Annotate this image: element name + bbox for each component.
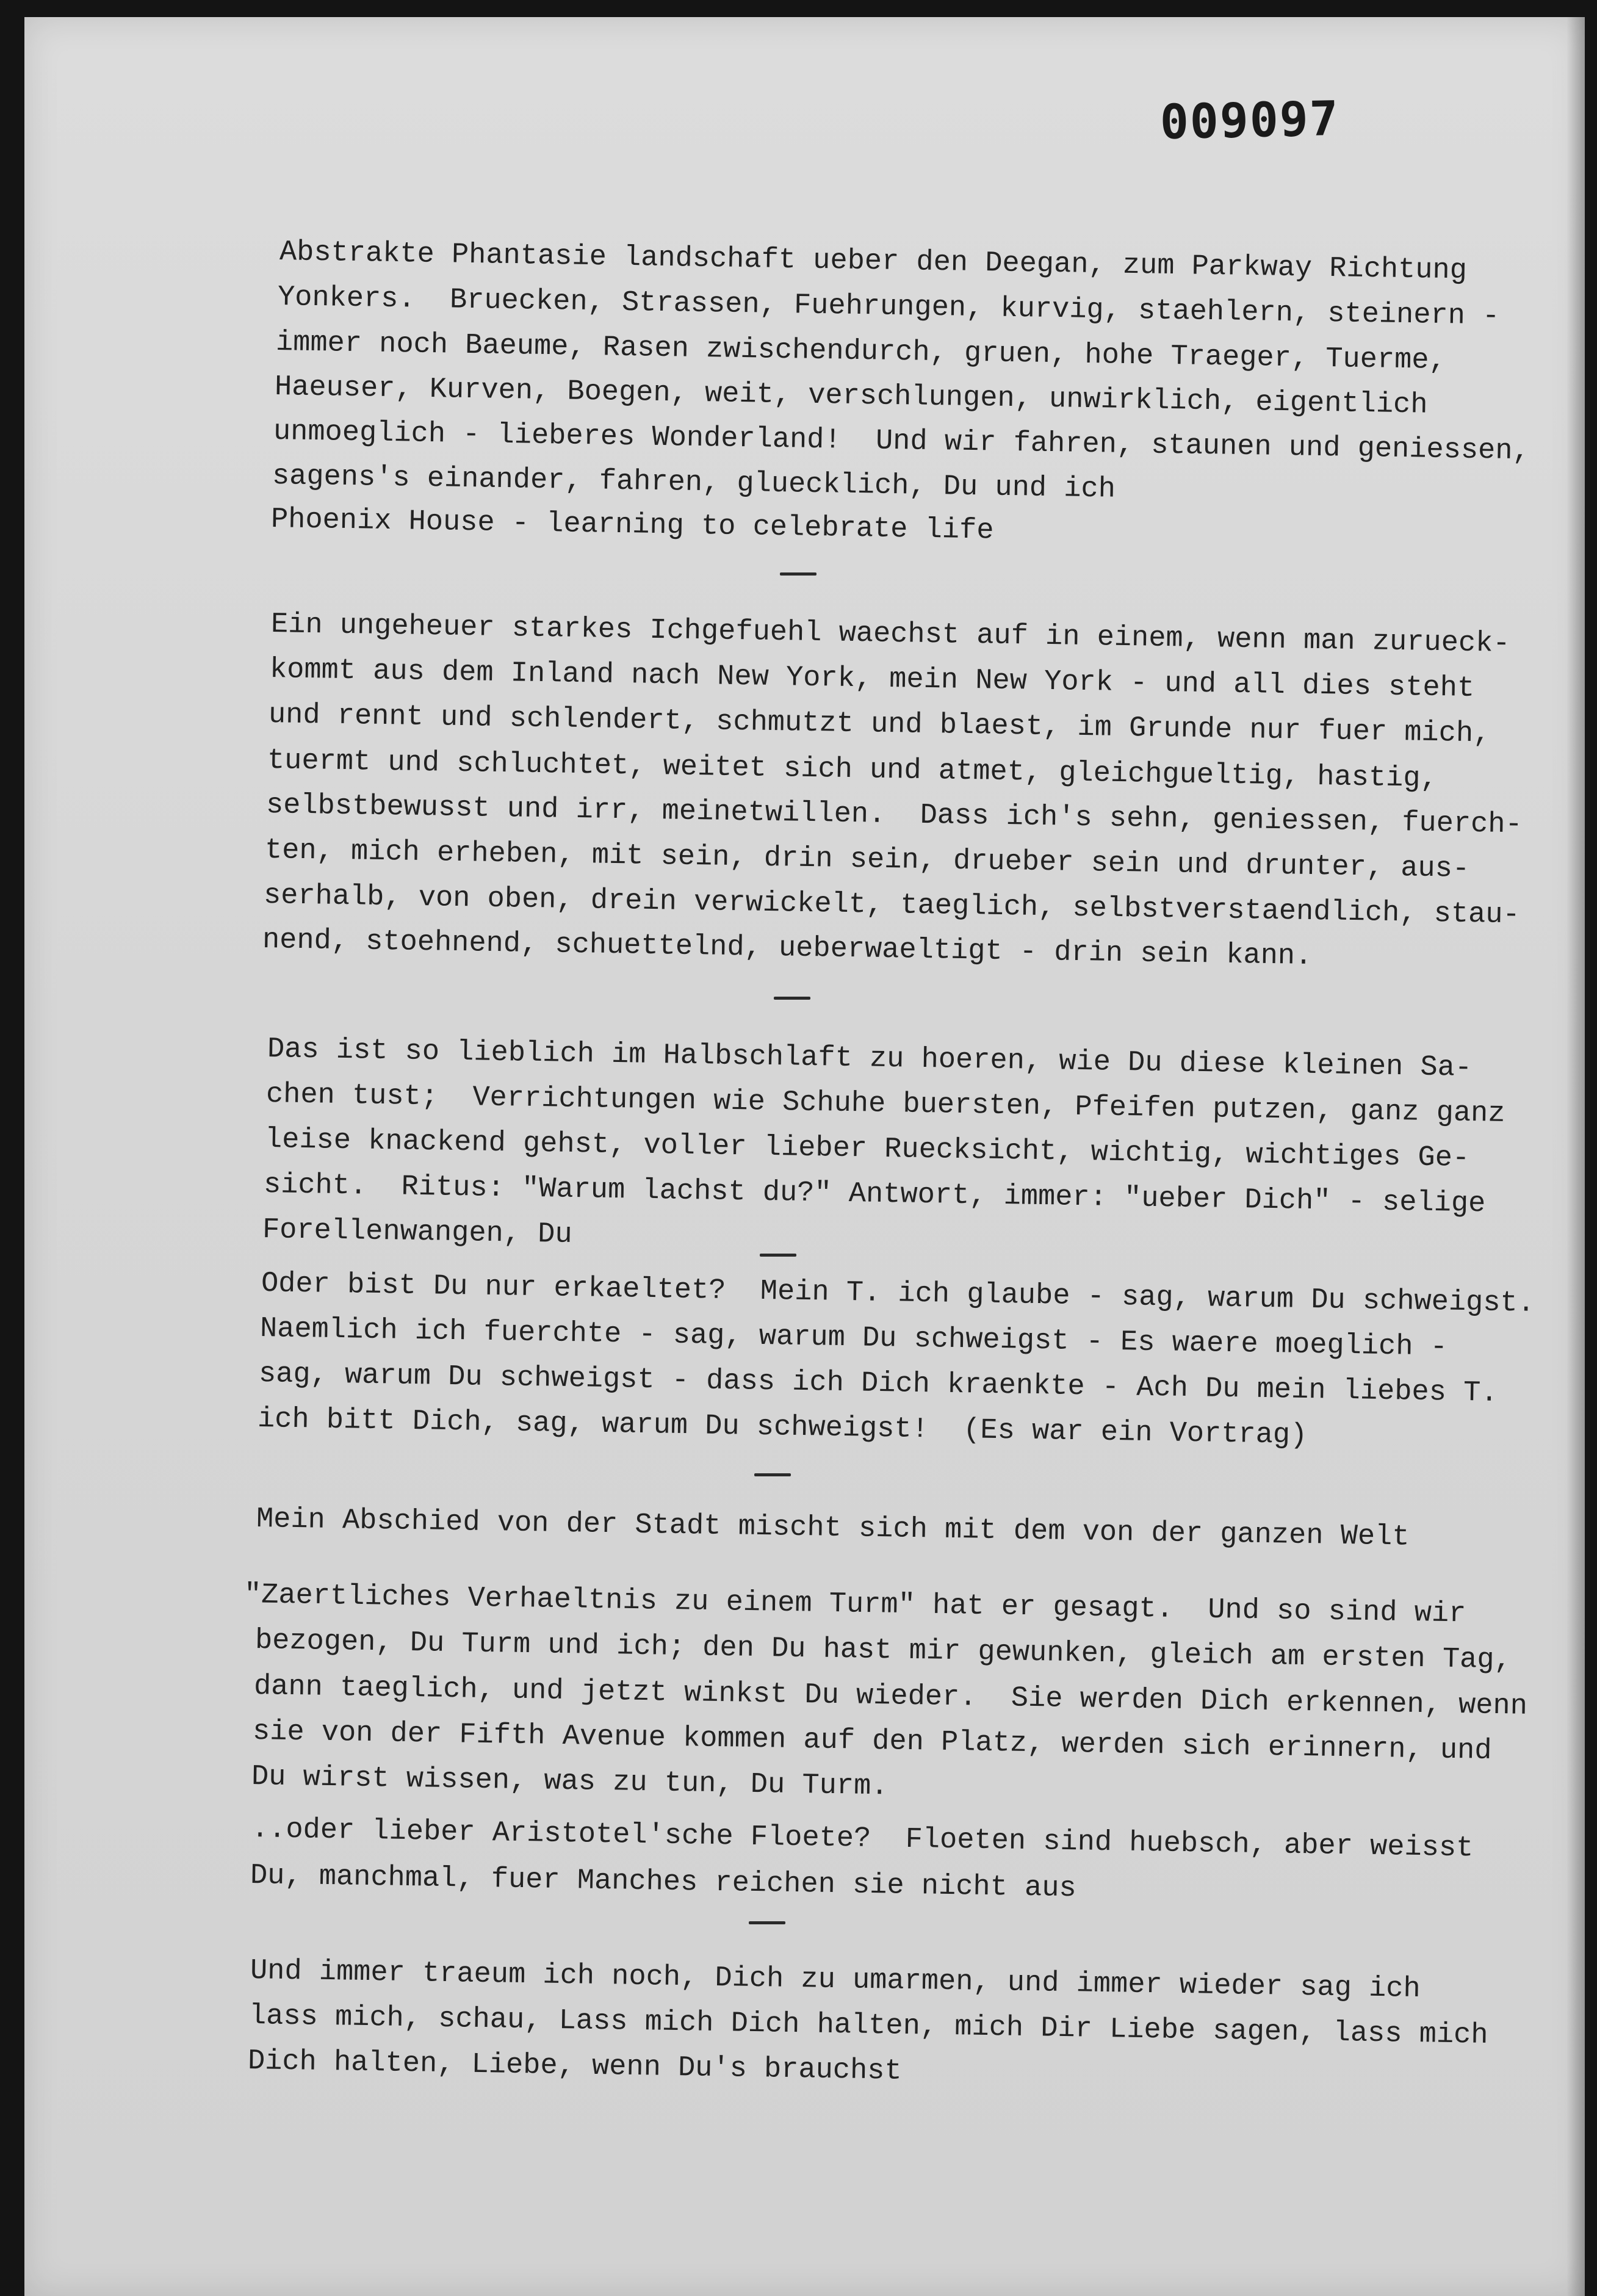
text-line: sie von der Fifth Avenue kommen auf den Platz, werden sich erinnern, und <box>252 1716 1492 1767</box>
document-number: 009097 <box>1159 91 1340 150</box>
text-line: bezogen, Du Turm und ich; den Du hast mir gewunken, gleich am ersten Tag, <box>254 1625 1512 1677</box>
text-line: Forellenwangen, Du <box>262 1214 573 1251</box>
text-line: Phoenix House - learning to celebrate life <box>270 504 994 547</box>
text-line: sag, warum Du schweigst - dass ich Dich kraenkte - Ach Du mein liebes T. <box>258 1358 1498 1410</box>
section-divider <box>774 997 810 1000</box>
text-line: ten, mich erheben, mit sein, drin sein, drueber sein und drunter, aus- <box>264 834 1470 886</box>
text-line: Dich halten, Liebe, wenn Du's brauchst <box>247 2045 903 2088</box>
text-line: ich bitt Dich, sag, warum Du schweigst! (Es war ein Vortrag) <box>257 1403 1308 1453</box>
text-line: unmoeglich - lieberes Wonderland! Und wir fahren, staunen und geniessen, <box>273 416 1530 468</box>
text-line: selbstbewusst und irr, meinetwillen. Dass ich's sehn, geniessen, fuerch- <box>265 789 1523 842</box>
text-line: tuermt und schluchtet, weitet sich und atmet, gleichgueltig, hastig, <box>267 745 1438 796</box>
text-line: Und immer traeum ich noch, Dich zu umarmen, und immer wieder sag ich <box>250 1955 1421 2006</box>
text-line: Du, manchmal, fuer Manches reichen sie nicht aus <box>250 1860 1077 1905</box>
text-line: Das ist so lieblich im Halbschlaft zu hoeren, wie Du diese kleinen Sa- <box>267 1033 1473 1085</box>
text-line: Yonkers. Bruecken, Strassen, Fuehrungen, kurvig, staehlern, steinern - <box>277 281 1500 333</box>
text-line: serhalb, von oben, drein verwickelt, taeglich, selbstverstaendlich, stau- <box>263 879 1521 932</box>
text-line: und rennt und schlendert, schmutzt und blaest, im Grunde nur fuer mich, <box>268 699 1491 751</box>
typewritten-page <box>24 17 1585 2296</box>
text-line: dann taeglich, und jetzt winkst Du wieder. Sie werden Dich erkennen, wenn <box>253 1670 1528 1723</box>
text-line: Du wirst wissen, was zu tun, Du Turm. <box>251 1761 889 1803</box>
text-line: "Zaertliches Verhaeltnis zu einem Turm" hat er gesagt. Und so sind wir <box>243 1579 1466 1631</box>
text-line: Mein Abschied von der Stadt mischt sich mit dem von der ganzen Welt <box>256 1503 1410 1554</box>
text-line: Abstrakte Phantasie landschaft ueber den Deegan, zum Parkway Richtung <box>279 236 1468 287</box>
text-line: Haeuser, Kurven, Boegen, weit, verschlungen, unwirklich, eigentlich <box>274 371 1428 422</box>
text-line: sicht. Ritus: "Warum lachst du?" Antwort, immer: "ueber Dich" - selige <box>263 1169 1486 1221</box>
text-line: leise knackend gehst, voller lieber Ruecksicht, wichtig, wichtiges Ge- <box>264 1124 1470 1175</box>
section-divider <box>754 1473 791 1476</box>
text-line: lass mich, schau, Lass mich Dich halten, mich Dir Liebe sagen, lass mich <box>248 2000 1488 2052</box>
section-divider <box>760 1254 796 1257</box>
text-line: Naemlich ich fuerchte - sag, warum Du schweigst - Es waere moeglich - <box>259 1313 1448 1364</box>
text-line: immer noch Baeume, Rasen zwischendurch, gruen, hohe Traeger, Tuerme, <box>275 327 1447 378</box>
text-line: sagens's einander, fahren, gluecklich, Du und ich <box>272 460 1116 506</box>
text-line: nend, stoehnend, schuettelnd, ueberwaeltigt - drin sein kann. <box>262 924 1313 973</box>
section-divider <box>780 572 817 576</box>
section-divider <box>749 1921 785 1924</box>
text-line: Ein ungeheuer starkes Ichgefuehl waechst auf in einem, wenn man zurueck- <box>270 608 1510 660</box>
text-line: ..oder lieber Aristotel'sche Floete? Floeten sind huebsch, aber weisst <box>251 1813 1474 1865</box>
text-line: Oder bist Du nur erkaeltet? Mein T. ich glaube - sag, warum Du schweigst. <box>261 1268 1535 1320</box>
text-line: chen tust; Verrichtungen wie Schuhe buersten, Pfeifen putzen, ganz ganz <box>265 1078 1505 1130</box>
text-line: kommt aus dem Inland nach New York, mein New York - und all dies steht <box>269 654 1475 706</box>
